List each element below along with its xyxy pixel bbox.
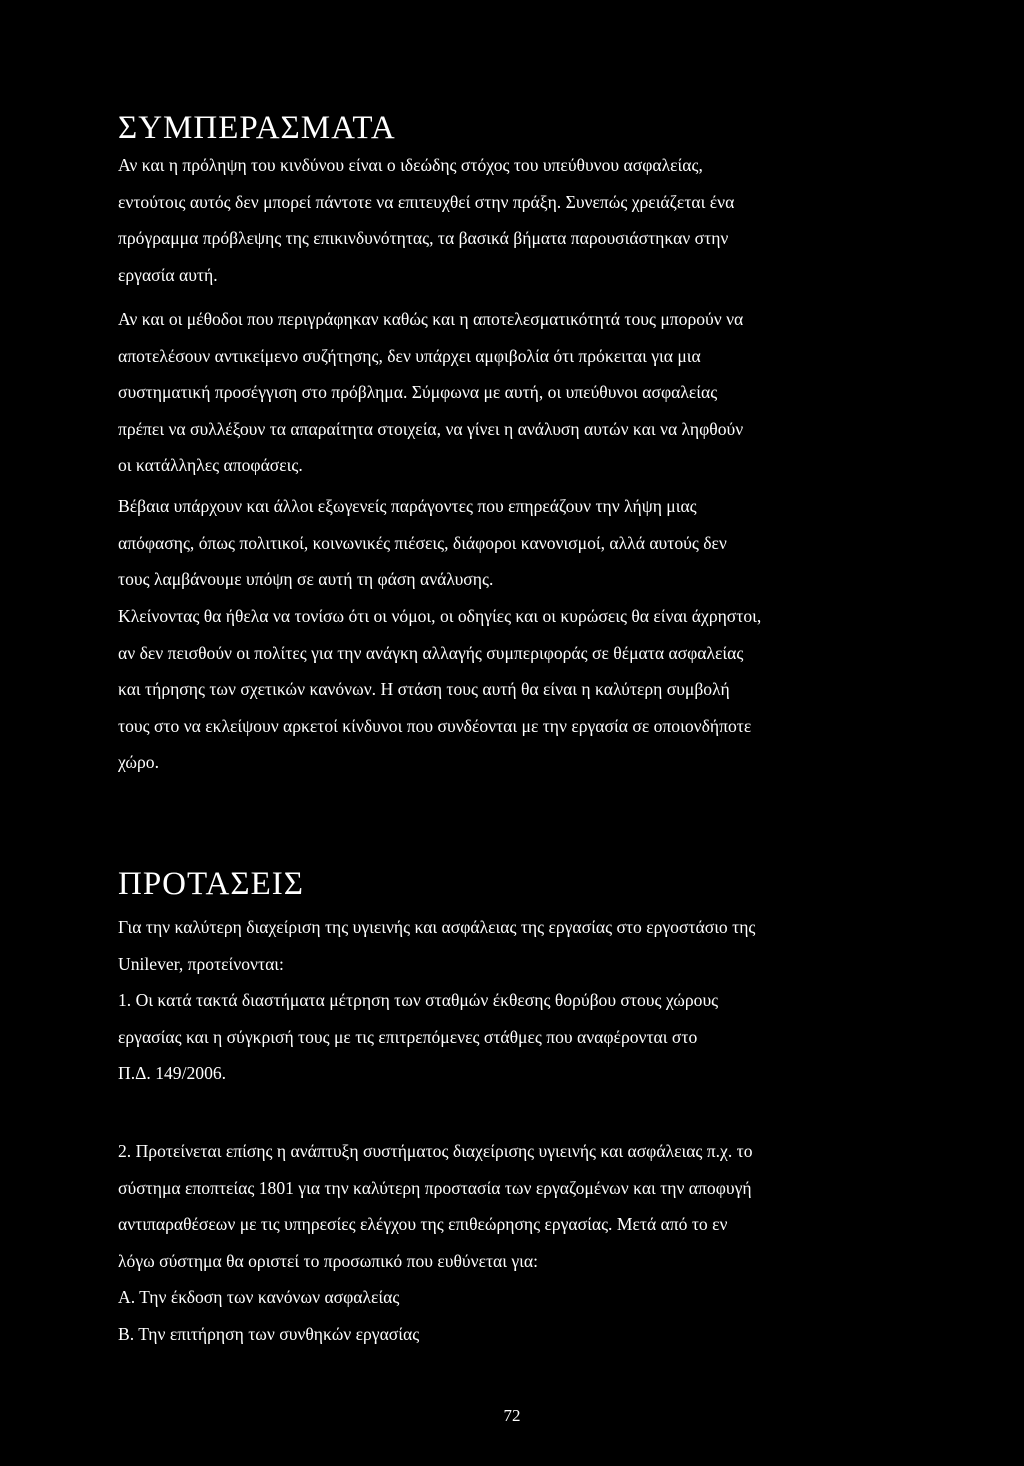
text-line: Αν και η πρόληψη του κινδύνου είναι ο ιδεώδης στόχος του υπεύθυνου ασφαλείας, — [118, 155, 703, 175]
text-line: Για την καλύτερη διαχείριση της υγιεινής και ασφάλειας της εργασίας στο εργοστάσιο της — [118, 917, 756, 937]
text-line: συστηματική προσέγγιση στο πρόβλημα. Σύμφωνα με αυτή, οι υπεύθυνοι ασφαλείας — [118, 382, 718, 402]
text-line: πρέπει να συλλέξουν τα απαραίτητα στοιχεία, να γίνει η ανάλυση αυτών και να ληφθούν — [118, 418, 744, 439]
text-line: εντούτοις αυτός δεν μπορεί πάντοτε να επιτευχθεί στην πράξη. Συνεπώς χρειάζεται ένα — [118, 191, 735, 212]
conclusions-paragraph-4 — [118, 598, 761, 781]
text-line: Β. Την επιτήρηση των συνθηκών εργασίας — [118, 1323, 420, 1344]
proposals-paragraph-2 — [118, 1133, 753, 1352]
text-line: 1. Οι κατά τακτά διαστήματα μέτρηση των σταθμών έκθεσης θορύβου στους χώρους — [118, 990, 719, 1010]
text-line: Α. Την έκδοση των κανόνων ασφαλείας — [118, 1287, 400, 1307]
text-line: και τήρησης των σχετικών κανόνων. Η στάση τους αυτή θα είναι η καλύτερη συμβολή — [118, 679, 730, 699]
text-line: αν δεν πεισθούν οι πολίτες για την ανάγκη αλλαγής συμπεριφοράς σε θέματα ασφαλείας — [118, 642, 744, 663]
text-line: τους στο να εκλείψουν αρκετοί κίνδυνοι που συνδέονται με την εργασία σε οποιονδήποτε — [118, 715, 752, 736]
text-line: Βέβαια υπάρχουν και άλλοι εξωγενείς παράγοντες που επηρεάζουν την λήψη μιας — [118, 496, 697, 516]
text-line: 2. Προτείνεται επίσης η ανάπτυξη συστήματος διαχείρισης υγιεινής και ασφάλειας π.χ. το — [118, 1141, 753, 1161]
text-line: χώρο. — [118, 752, 159, 772]
text-line: οι κατάλληλες αποφάσεις. — [118, 455, 303, 475]
text-line: Αν και οι μέθοδοι που περιγράφηκαν καθώς και η αποτελεσματικότητά τους μπορούν να — [118, 309, 744, 329]
conclusions-paragraph-1 — [118, 147, 734, 293]
text-line: Unilever, προτείνονται: — [118, 953, 284, 974]
text-line: εργασία αυτή. — [118, 264, 218, 285]
page-number: 72 — [503, 1406, 521, 1425]
text-line: απόφασης, όπως πολιτικοί, κοινωνικές πιέσεις, διάφοροι κανονισμοί, αλλά αυτούς δεν — [118, 532, 727, 553]
proposals-paragraph-1 — [118, 909, 755, 1092]
text-line: σύστημα εποπτείας 1801 για την καλύτερη προστασία των εργαζομένων και την αποφυγή — [118, 1177, 752, 1198]
conclusions-heading: ΣΥΜΠΕΡΑΣΜΑΤΑ — [118, 110, 396, 146]
text-line: αποτελέσουν αντικείμενο συζήτησης, δεν υπάρχει αμφιβολία ότι πρόκειται για μια — [118, 345, 701, 366]
text-line: εργασίας και η σύγκρισή τους με τις επιτρεπόμενες στάθμες που αναφέρονται στο — [118, 1026, 698, 1047]
text-line: αντιπαραθέσεων με τις υπηρεσίες ελέγχου της επιθεώρησης εργασίας. Μετά από το εν — [118, 1214, 728, 1234]
proposals-heading: ΠΡΟΤΑΣΕΙΣ — [118, 866, 304, 902]
conclusions-paragraph-3 — [118, 488, 727, 598]
text-line: τους λαμβάνουμε υπόψη σε αυτή τη φάση ανάλυσης. — [118, 569, 494, 589]
text-line: λόγω σύστημα θα οριστεί το προσωπικό που ευθύνεται για: — [118, 1250, 538, 1271]
text-line: Κλείνοντας θα ήθελα να τονίσω ότι οι νόμοι, οι οδηγίες και οι κυρώσεις θα είναι άχρηστοι, — [118, 606, 762, 626]
text-line: πρόγραμμα πρόβλεψης της επικινδυνότητας, τα βασικά βήματα παρουσιάστηκαν στην — [118, 228, 729, 248]
text-line: Π.Δ. 149/2006. — [118, 1063, 227, 1083]
conclusions-paragraph-2 — [118, 301, 743, 484]
